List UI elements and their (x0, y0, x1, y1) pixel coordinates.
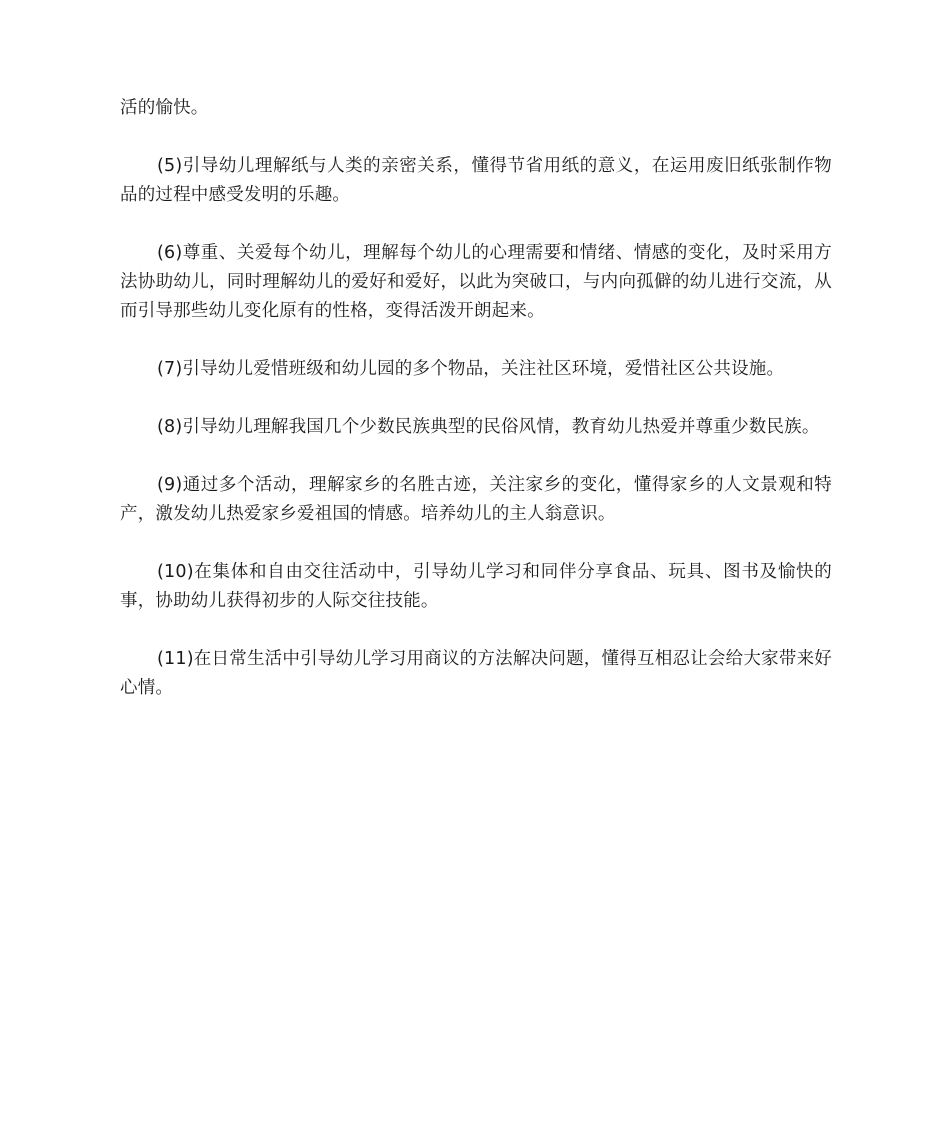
paragraph-item-5: (5)引导幼儿理解纸与人类的亲密关系，懂得节省用纸的意义，在运用废旧纸张制作物品的过程中感受发明的乐趣。 (120, 156, 832, 205)
paragraph-item-8: (8)引导幼儿理解我国几个少数民族典型的民俗风情，教育幼儿热爱并尊重少数民族。 (157, 417, 820, 437)
paragraph-item-11: (11)在日常生活中引导幼儿学习用商议的方法解决问题，懂得互相忍让会给大家带来好心情。 (120, 649, 832, 698)
paragraph-item-7: (7)引导幼儿爱惜班级和幼儿园的多个物品，关注社区环境，爱惜社区公共设施。 (157, 359, 785, 379)
document-body (120, 94, 832, 732)
paragraph-item-10: (10)在集体和自由交往活动中，引导幼儿学习和同伴分享食品、玩具、图书及愉快的事，协助幼儿获得初步的人际交往技能。 (120, 562, 832, 611)
paragraph-item-6: (6)尊重、关爱每个幼儿，理解每个幼儿的心理需要和情绪、情感的变化，及时采用方法协助幼儿，同时理解幼儿的爱好和爱好，以此为突破口，与内向孤僻的幼儿进行交流，从而引导那些幼儿变化原有的性格，变得活泼开朗起来。 (120, 243, 832, 321)
paragraph-item-9: (9)通过多个活动，理解家乡的名胜古迹，关注家乡的变化，懂得家乡的人文景观和特产，激发幼儿热爱家乡爱祖国的情感。培养幼儿的主人翁意识。 (120, 475, 832, 524)
paragraph-continuation: 活的愉快。 (120, 98, 209, 118)
